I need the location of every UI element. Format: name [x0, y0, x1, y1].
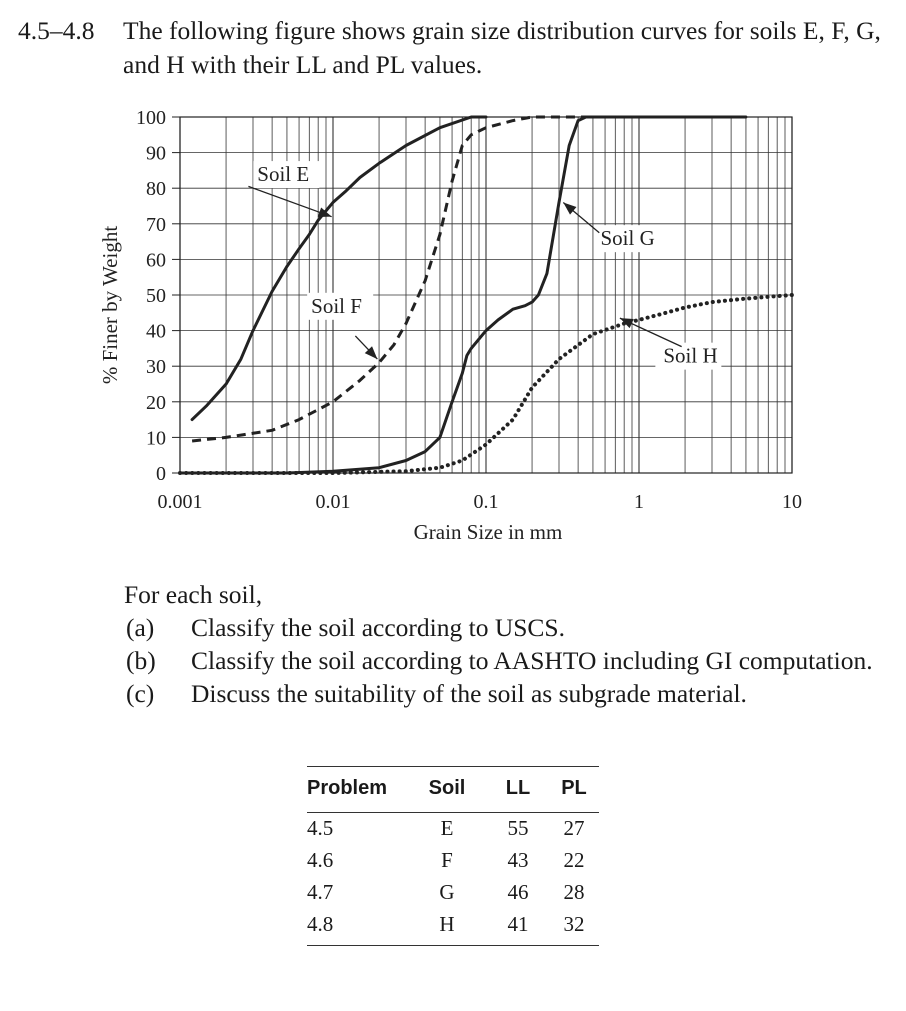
y-tick-label: 30	[146, 356, 166, 379]
header-pl: PL	[549, 767, 599, 813]
cell-soil: H	[407, 909, 487, 946]
x-axis-label: Grain Size in mm	[413, 520, 563, 544]
problem-number: 4.5–4.8	[18, 16, 95, 45]
annotation-soil-f: Soil F	[311, 293, 362, 318]
cell-ll: 43	[507, 848, 529, 872]
header-problem: Problem	[307, 767, 407, 813]
curve-soil-e	[192, 117, 486, 420]
soil-properties-table	[307, 766, 599, 946]
chart-labels	[98, 161, 721, 544]
table-row	[307, 845, 599, 877]
table-header-row	[307, 767, 599, 813]
cell-problem: 4.5	[307, 816, 334, 840]
y-tick-label: 90	[146, 142, 166, 165]
annotation-arrowhead-soil-e	[318, 208, 332, 217]
header-soil: Soil	[407, 767, 487, 813]
annotation-leader-soil-e	[248, 186, 331, 216]
annotation-soil-h: Soil H	[663, 343, 718, 368]
cell-soil: E	[440, 816, 454, 840]
instruction-c	[124, 677, 894, 710]
cell-ll: 41	[487, 909, 549, 946]
y-tick-label: 0	[156, 463, 166, 485]
annotation-soil-g: Soil G	[600, 226, 655, 251]
table-row	[307, 909, 599, 946]
instruction-a	[124, 611, 894, 644]
y-tick-label: 60	[146, 249, 166, 272]
instructions-intro: For each soil,	[124, 580, 263, 609]
y-tick-label: 100	[136, 107, 166, 129]
y-tick-label: 10	[146, 427, 166, 450]
x-tick-label: 1	[634, 491, 644, 513]
cell-ll: 55	[507, 816, 529, 840]
problem-text: The following figure shows grain size distribution curves for soils E, F, G, and H with their LL and PL values.	[123, 16, 881, 79]
y-axis-label: % Finer by Weight	[98, 225, 122, 385]
instructions	[124, 578, 894, 710]
y-tick-label: 40	[146, 320, 166, 343]
instruction-text: Discuss the suitability of the soil as subgrade material.	[191, 679, 747, 708]
curve-soil-f	[192, 117, 593, 441]
y-tick-label: 20	[146, 391, 166, 414]
cell-pl: 28	[563, 880, 585, 904]
header-ll: LL	[487, 767, 549, 813]
cell-soil: F	[441, 848, 453, 872]
y-tick-label: 50	[146, 285, 166, 307]
chart-ticks	[136, 107, 802, 513]
cell-ll: 46	[507, 880, 529, 904]
x-tick-label: 0.001	[157, 491, 203, 513]
cell-pl: 27	[563, 816, 585, 840]
instruction-text: Classify the soil according to USCS.	[191, 613, 565, 642]
instruction-b	[124, 644, 894, 677]
cell-pl: 32	[549, 909, 599, 946]
x-tick-label: 0.1	[473, 491, 499, 513]
y-tick-label: 70	[146, 213, 166, 236]
instruction-label: (a)	[126, 613, 155, 642]
instruction-label: (b)	[126, 646, 156, 675]
cell-problem: 4.8	[307, 909, 407, 946]
grain-size-chart	[0, 100, 906, 560]
table-row	[307, 813, 599, 846]
table-row	[307, 877, 599, 909]
x-tick-label: 0.01	[315, 491, 351, 513]
annotation-soil-e: Soil E	[257, 162, 310, 187]
instruction-text: Classify the soil according to AASHTO including GI computation.	[191, 646, 873, 675]
cell-pl: 22	[563, 848, 585, 872]
y-tick-label: 80	[146, 178, 166, 201]
cell-problem: 4.7	[307, 880, 334, 904]
cell-soil: G	[439, 880, 455, 904]
instruction-label: (c)	[126, 679, 155, 708]
cell-problem: 4.6	[307, 848, 334, 872]
x-tick-label: 10	[782, 491, 802, 513]
annotation-arrowhead-soil-g	[563, 202, 576, 214]
